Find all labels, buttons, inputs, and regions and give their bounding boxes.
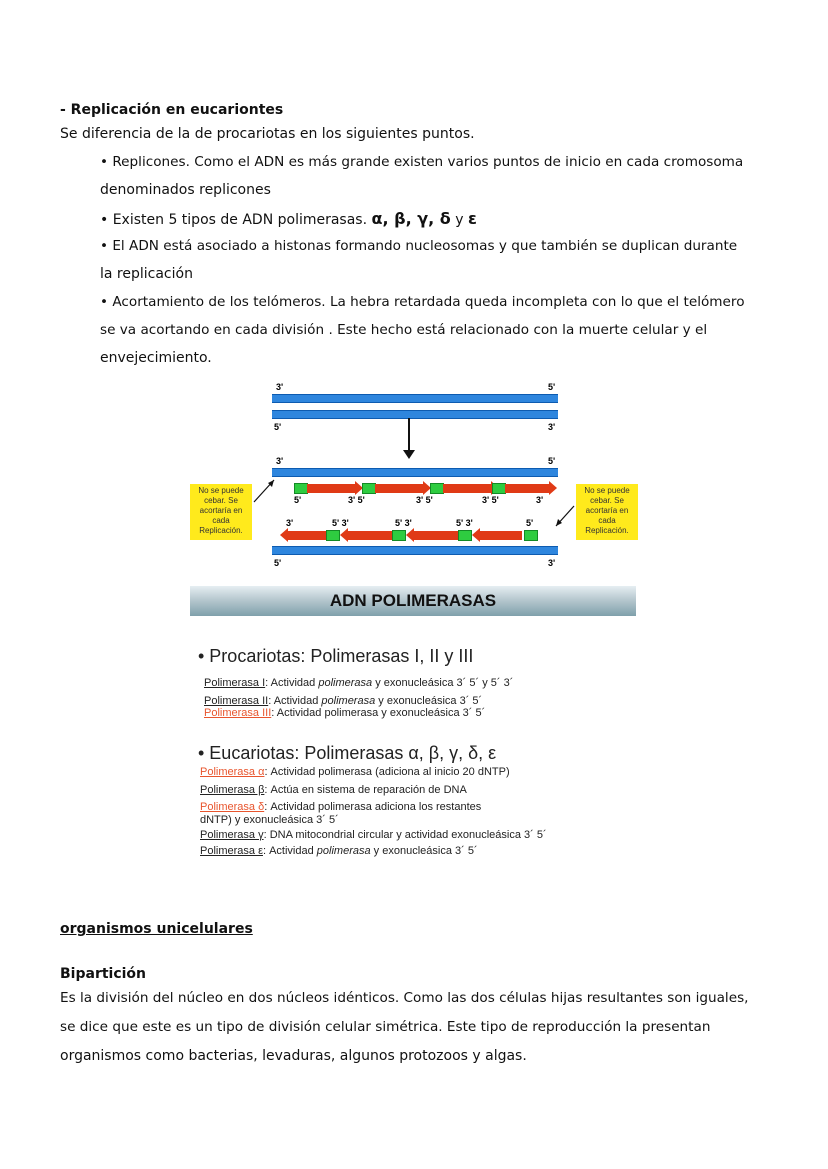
pol-delta-name: Polimerasa δ	[200, 801, 265, 813]
primer-2	[362, 483, 376, 494]
bullet-histonas-line1: • El ADN está asociado a histonas formando nucleosomas y que también se duplican durante	[100, 238, 738, 254]
biparticion-title: Bipartición	[60, 966, 147, 982]
parent-strand-bottom	[272, 410, 558, 419]
lagging-fragment-2	[348, 531, 392, 540]
pol-alpha-name: Polimerasa α	[200, 766, 265, 778]
greek-epsilon: ε	[467, 209, 477, 228]
top-strand-3-label: 3'	[276, 382, 284, 392]
primer-4	[492, 483, 506, 494]
top-strand-5-label: 5'	[548, 382, 556, 392]
organismos-title: organismos unicelulares	[60, 921, 253, 937]
lower-label-3: 5' 3'	[395, 518, 412, 528]
pol-beta-text: : Actúa en sistema de reparación de DNA	[264, 784, 467, 796]
pol-epsilon-rest: y exonucleásica 3´ 5´	[370, 845, 478, 857]
eucariotas-pol-delta	[200, 801, 481, 813]
pol-epsilon-name: Polimerasa ε	[200, 845, 263, 857]
bullet-polimerasas	[100, 209, 477, 228]
lagging-primer-2	[392, 530, 406, 541]
procariotas-pol-1	[204, 677, 513, 689]
pol-epsilon-text: : Actividad	[262, 845, 317, 857]
bullet-replicones-line2: denominados replicones	[100, 182, 271, 198]
lagging-fragment-1	[288, 531, 326, 540]
okazaki-fragment-2	[375, 484, 423, 493]
pol-2-name: Polimerasa II	[204, 695, 269, 707]
biparticion-line2: se dice que este es un tipo de división celular simétrica. Este tipo de reproducción la presentan	[60, 1019, 711, 1035]
lower-label-4: 5' 3'	[456, 518, 473, 528]
pol-3-text: : Actividad polimerasa y exonucleásica 3´ 5´	[271, 707, 486, 719]
okazaki-fragment-4	[505, 484, 549, 493]
mid-strand-5-label: 5'	[548, 456, 556, 466]
pol-1-text: : Actividad	[265, 677, 319, 689]
pol-gamma-name: Polimerasa γ	[200, 829, 264, 841]
pol-1-name: Polimerasa I	[204, 677, 266, 689]
lower-label-5: 5'	[526, 518, 534, 528]
left-pointer-arrow-icon	[250, 476, 280, 506]
pol-gamma-text: : DNA mitocondrial circular y actividad exonucleásica 3´ 5´	[263, 829, 547, 841]
upper-label-2: 3' 5'	[348, 495, 365, 505]
pol-2-ital: polimerasa	[321, 695, 376, 707]
mid-strand-3-label: 3'	[276, 456, 284, 466]
pol-beta-name: Polimerasa β	[200, 784, 265, 796]
lagging-primer-4	[524, 530, 538, 541]
greek-and: y	[455, 212, 464, 228]
pol-epsilon-ital: polimerasa	[316, 845, 371, 857]
procariotas-heading: • Procariotas: Polimerasas I, II y III	[198, 646, 474, 666]
template-strand-bottom	[272, 546, 558, 555]
lagging-primer-1	[326, 530, 340, 541]
bullet-polimerasas-text: • Existen 5 tipos de ADN polimerasas.	[100, 212, 368, 228]
bullet-histonas-line2: la replicación	[100, 266, 193, 282]
greek-letters: α, β, γ, δ	[371, 209, 451, 228]
upper-label-3: 3' 5'	[416, 495, 433, 505]
replication-diagram	[190, 380, 640, 570]
left-telomere-note: No se puede cebar. Se acortaría en cada Replicación.	[190, 484, 252, 540]
okazaki-fragment-3	[443, 484, 491, 493]
biparticion-line1: Es la división del núcleo en dos núcleos idénticos. Como las dos células hijas resultantes son iguales,	[60, 990, 749, 1006]
parent-strand-top	[272, 394, 558, 403]
eucariotas-pol-alpha	[200, 766, 510, 778]
biparticion-line3: organismos como bacterias, levaduras, algunos protozoos y algas.	[60, 1048, 527, 1064]
upper-label-5: 3'	[536, 495, 544, 505]
pol-2-rest: y exonucleásica 3´ 5´	[375, 695, 483, 707]
pol-1-rest: y exonucleásica 3´ 5´ y 5´ 3´	[372, 677, 514, 689]
intro-text: Se diferencia de la de procariotas en los siguientes puntos.	[60, 126, 475, 142]
procariotas-pol-2	[204, 695, 482, 707]
bullet-telomeros-line1: • Acortamiento de los telómeros. La hebra retardada queda incompleta con lo que el telómero	[100, 294, 745, 310]
down-arrow-icon	[408, 418, 410, 454]
second-strand-3-label: 3'	[548, 422, 556, 432]
template-strand-top	[272, 468, 558, 477]
down-arrowhead-icon	[403, 450, 415, 459]
eucariotas-pol-delta-cont: dNTP) y exonucleásica 3´ 5´	[200, 814, 339, 826]
primer-3	[430, 483, 444, 494]
section-title: - Replicación en eucariontes	[60, 102, 284, 118]
bullet-telomeros-line2: se va acortando en cada división . Este hecho está relacionado con la muerte celular y el	[100, 322, 708, 338]
eucariotas-pol-beta	[200, 784, 467, 796]
right-pointer-arrow-icon	[552, 504, 578, 530]
bullet-replicones-line1: • Replicones. Como el ADN es más grande existen varios puntos de inicio en cada cromosoma	[100, 154, 744, 170]
lower-label-2: 5' 3'	[332, 518, 349, 528]
eucariotas-pol-epsilon	[200, 845, 478, 857]
primer-1	[294, 483, 308, 494]
lagging-fragment-3	[414, 531, 458, 540]
second-strand-5-label: 5'	[274, 422, 282, 432]
polimerasas-banner: ADN POLIMERASAS	[190, 586, 636, 616]
pol-1-ital: polimerasa	[318, 677, 373, 689]
pol-2-text: : Actividad	[268, 695, 322, 707]
bottom-strand-5-label: 5'	[274, 558, 282, 568]
right-telomere-note: No se puede cebar. Se acortaría en cada Replicación.	[576, 484, 638, 540]
lagging-primer-3	[458, 530, 472, 541]
pol-alpha-text: : Actividad polimerasa (adiciona al inicio 20 dNTP)	[264, 766, 510, 778]
procariotas-pol-3	[204, 707, 485, 719]
eucariotas-heading: • Eucariotas: Polimerasas α, β, γ, δ, ε	[198, 743, 497, 763]
pol-3-name: Polimerasa III	[204, 707, 272, 719]
bullet-telomeros-line3: envejecimiento.	[100, 350, 212, 366]
upper-label-4: 3' 5'	[482, 495, 499, 505]
lower-label-1: 3'	[286, 518, 294, 528]
upper-label-1: 5'	[294, 495, 302, 505]
eucariotas-pol-gamma	[200, 829, 547, 841]
okazaki-fragment-1	[307, 484, 355, 493]
bottom-strand-3-label: 3'	[548, 558, 556, 568]
pol-delta-text: : Actividad polimerasa adiciona los restantes	[264, 801, 482, 813]
lagging-fragment-4	[480, 531, 522, 540]
